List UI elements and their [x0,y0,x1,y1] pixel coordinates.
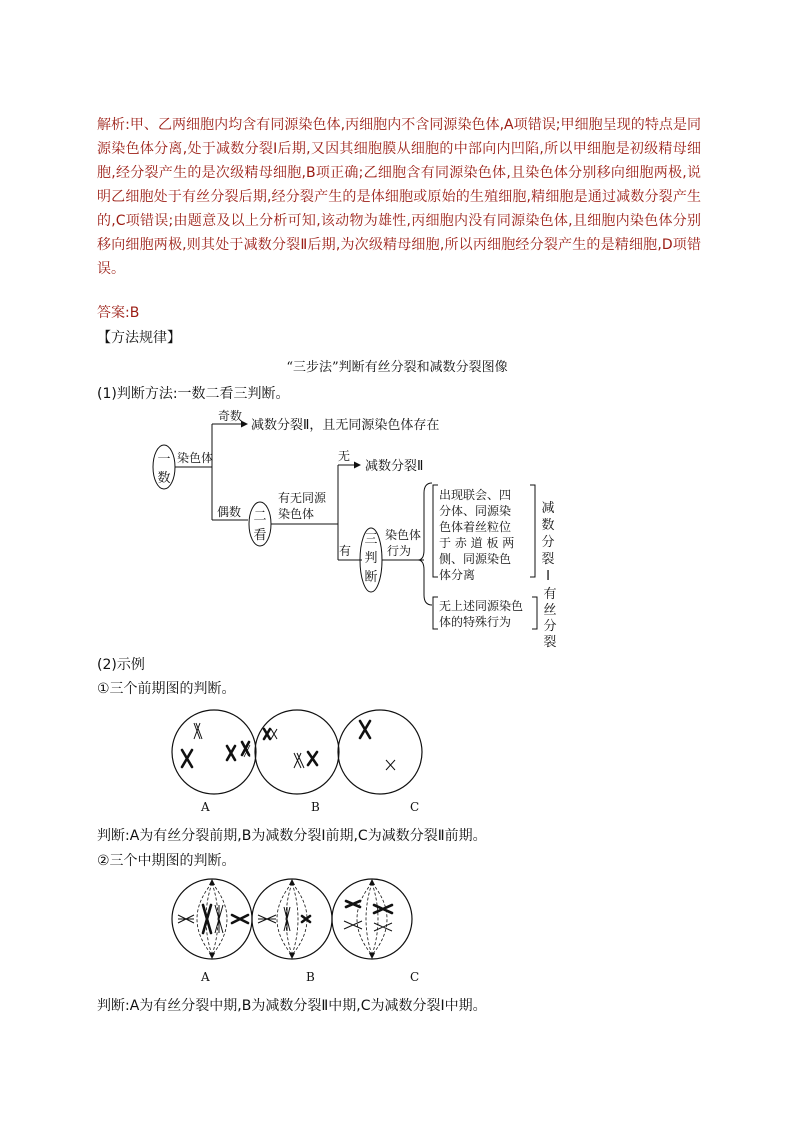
edge-homolog-2: 染色体 [278,507,315,521]
box1-bracket-left [433,485,438,577]
result-box1-char-5: Ⅰ [546,569,550,584]
result-box2-char-2: 丝 [543,603,557,618]
edge-odd: 奇数 [218,409,243,423]
edge-none: 无 [338,449,351,463]
method-heading: 【方法规律】 [97,330,181,346]
result-odd: 减数分裂Ⅱ，且无同源染色体存在 [251,418,440,433]
prophase-label-c: C [410,800,420,814]
edge-behavior-2: 行为 [387,544,412,558]
node2-char-2: 看 [253,528,267,543]
example1-label: ①三个前期图的判断。 [97,681,236,697]
metaphase-label-a: A [201,970,210,984]
box2-line-1: 无上述同源染色 [439,599,524,613]
edge-have: 有 [339,544,352,558]
node3-char-2: 判 [364,551,378,566]
node2-char-1: 二 [253,509,267,524]
answer-line: 答案:B [97,305,140,321]
brace [418,483,432,605]
prophase-judgement: 判断:A为有丝分裂前期,B为减数分裂Ⅰ前期,C为减数分裂Ⅱ前期。 [97,828,487,844]
edge-homolog-1: 有无同源 [278,491,327,505]
metaphase-judgement: 判断:A为有丝分裂中期,B为减数分裂Ⅱ中期,C为减数分裂Ⅰ中期。 [97,998,487,1014]
box2-bracket-right [532,597,537,629]
prophase-cell-b [255,710,339,794]
result-box1-char-2: 数 [541,518,555,533]
box1-line-3: 色体着丝粒位 [439,520,512,534]
metaphase-cell-c [332,879,412,959]
prophase-figures [170,705,430,805]
box1-line-2: 分体、同源染 [439,504,512,518]
box1-line-4: 于 赤 道 板 两 [439,536,515,550]
analysis-paragraph: 解析:甲、乙两细胞内均含有同源染色体,丙细胞内不含同源染色体,A项错误;甲细胞呈现的特点是同源染色体分离,处于减数分裂Ⅰ后期,又因其细胞膜从细胞的中部向内凹陷,所以甲细胞是初级精母细胞,经分裂产生的是次级精母细胞,B项正确;乙细胞含有同源染色体,且染色体分别移向细胞两极,说明乙细胞处于有丝分裂后期,经分裂产生的是体细胞或原始的生殖细胞,精细胞是通过减数分裂产生的,C项错误;由题意及以上分析可知,该动物为雄性,丙细胞内没有同源染色体,且细胞内染色体分别移向细胞两极,则其处于减数分裂Ⅱ后期,为次级精母细胞,所以丙细胞经分裂产生的是精细胞,D项错误。 [97,117,701,277]
edge-even: 偶数 [217,505,242,519]
edge-chromosome: 染色体 [177,451,214,465]
result-box2-char-4: 裂 [543,635,557,650]
node1-char-2: 数 [157,471,171,486]
result-box2-char-3: 分 [543,619,557,634]
prophase-label-a: A [201,800,210,814]
result-box1-char-3: 分 [541,535,555,550]
metaphase-figures [170,875,430,970]
box2-bracket-left [433,597,438,629]
step2-label: (2)示例 [97,657,145,673]
metaphase-label-c: C [410,970,420,984]
three-step-flowchart [140,405,580,650]
node1-char-1: 一 [157,452,171,467]
step1-label: (1)判断方法:一数二看三判断。 [97,386,290,402]
node3-char-3: 断 [364,570,378,585]
box1-line-5: 侧、同源染色 [439,552,512,566]
prophase-label-b: B [311,800,320,814]
example2-label: ②三个中期图的判断。 [97,853,236,869]
box1-bracket-right [530,485,535,577]
metaphase-label-b: B [306,970,315,984]
result-box1-char-1: 减 [541,501,555,516]
prophase-cell-c [338,710,422,794]
node3-char-1: 三 [364,532,378,547]
box2-line-2: 体的特殊行为 [439,615,512,629]
result-box1-char-4: 裂 [541,552,555,567]
section-title: “三步法”判断有丝分裂和减数分裂图像 [286,360,508,375]
edge-behavior-1: 染色体 [385,528,422,542]
box1-line-1: 出现联会、四 [439,488,512,502]
box1-line-6: 体分离 [439,568,476,582]
result-none: 减数分裂Ⅱ [365,459,424,474]
result-box2-char-1: 有 [543,587,557,602]
